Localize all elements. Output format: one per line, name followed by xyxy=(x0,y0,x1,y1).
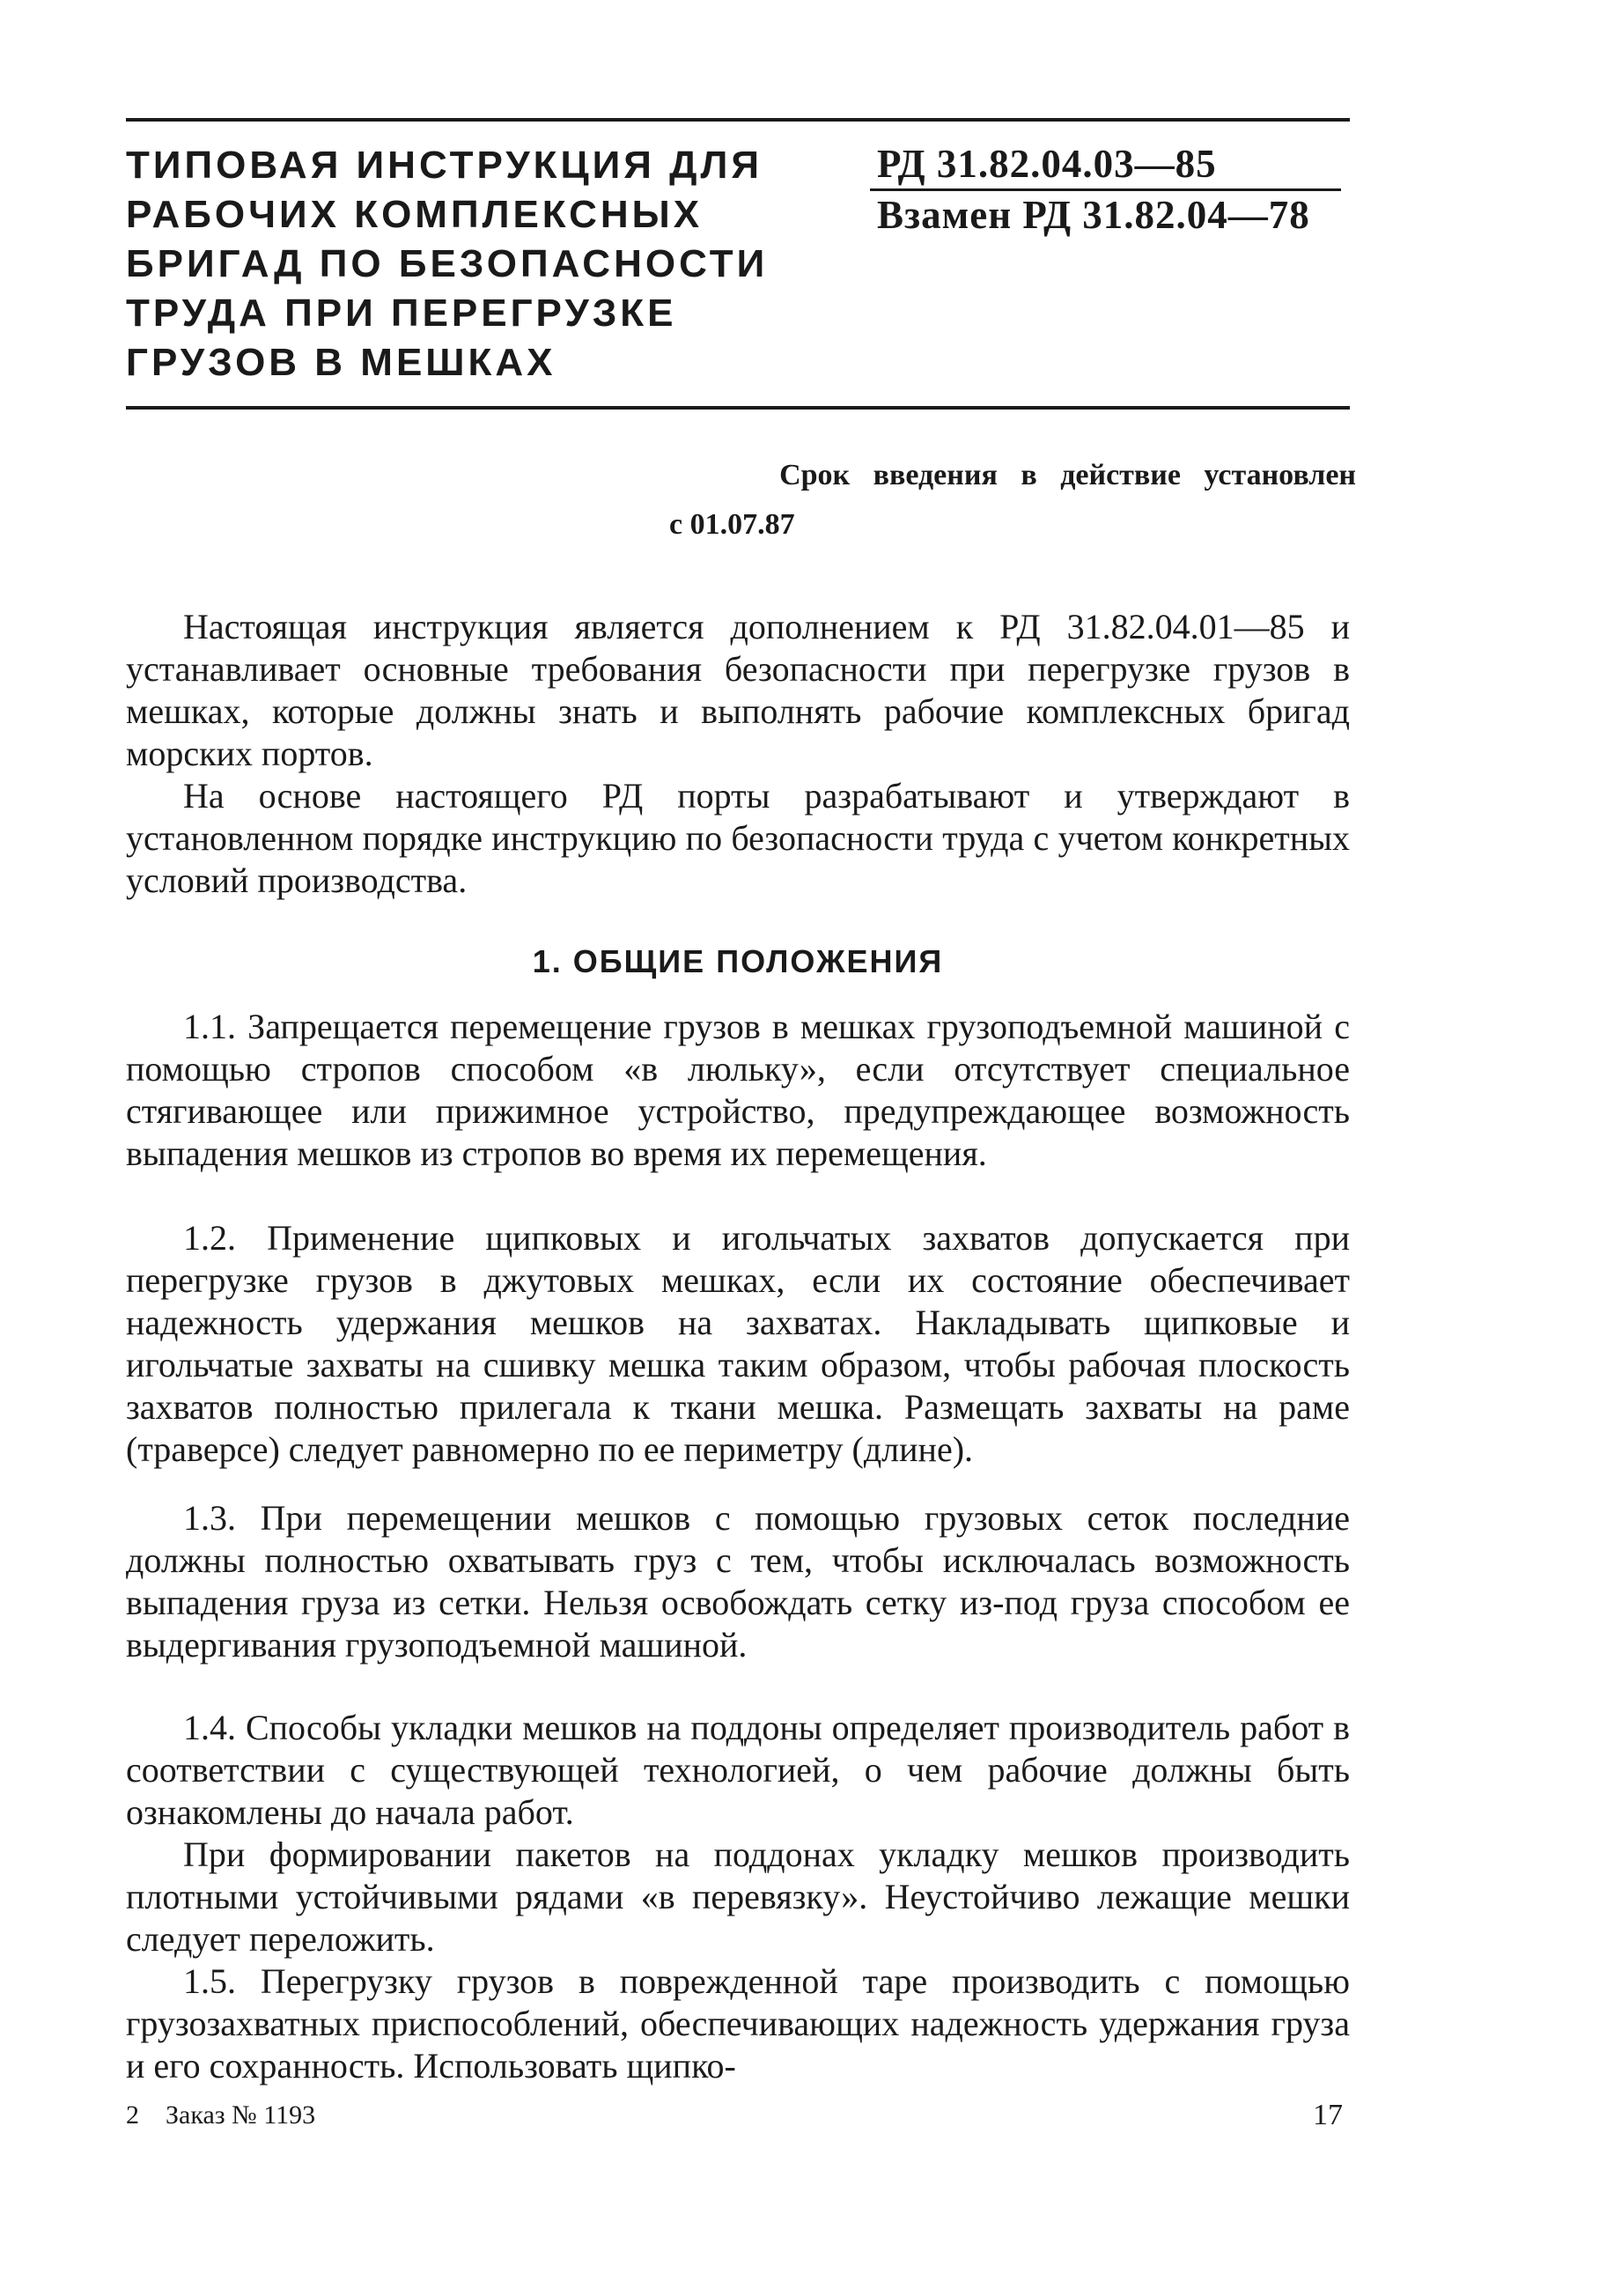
header-bottom-rule xyxy=(126,406,1350,410)
clause-paragraph: 1.5. Перегрузку грузов в поврежденной таре производить с помощью грузозахватных приспособлений, обеспечивающих надежность удержания груза и его сохранность. Использовать щипко- xyxy=(126,1961,1350,2086)
page-number: 17 xyxy=(1313,2099,1343,2131)
document-code: РД 31.82.04.03—85 xyxy=(877,142,1217,186)
title-line: ТИПОВАЯ ИНСТРУКЦИЯ ДЛЯ xyxy=(126,144,763,187)
order-number: Заказ № 1193 xyxy=(166,2100,316,2130)
clause-paragraph: 1.2. Применение щипковых и игольчатых захватов допускается при перегрузке грузов в джутовых мешках, если их состояние обеспечивает надежность удержания мешков на захватах. Накладывать щипковые и игольчатые захваты на сшивку мешка таким образом, чтобы рабочая плоскость захватов полностью прилегала к ткани мешка. Размещать захваты на раме (траверсе) следует равномерно по ее периметру (длине). xyxy=(126,1218,1350,1469)
effective-date-line1: Срок введения в действие установлен xyxy=(779,459,1356,491)
clause-paragraph: 1.4. Способы укладки мешков на поддоны определяет производитель работ в соответствии с существующей технологией, о чем рабочие должны быть ознакомлены до начала работ. xyxy=(126,1708,1350,1832)
title-line: ТРУДА ПРИ ПЕРЕГРУЗКЕ xyxy=(126,292,677,335)
print-order xyxy=(126,2094,315,2137)
replaces-code: Взамен РД 31.82.04—78 xyxy=(877,193,1310,237)
sheet-number: 2 xyxy=(126,2100,139,2130)
intro-paragraph: На основе настоящего РД порты разрабатывают и утверждают в установленном порядке инструкцию по безопасности труда с учетом конкретных условий производства. xyxy=(126,776,1350,900)
clause-paragraph: При формировании пакетов на поддонах укладку мешков производить плотными устойчивыми рядами «в перевязку». Неустойчиво лежащие мешки следует переложить. xyxy=(126,1835,1350,1959)
title-line: РАБОЧИХ КОМПЛЕКСНЫХ xyxy=(126,193,704,236)
effective-date-line2: с 01.07.87 xyxy=(669,508,795,541)
effective-date-note xyxy=(669,451,1356,550)
code-underline xyxy=(870,188,1341,191)
page-footer xyxy=(126,2094,1350,2137)
title-line: БРИГАД ПО БЕЗОПАСНОСТИ xyxy=(126,242,769,285)
intro-paragraph: Настоящая инструкция является дополнением к РД 31.82.04.01—85 и устанавливает основные требования безопасности при перегрузке грузов в мешках, которые должны знать и выполнять рабочие комплексных бригад морских портов. xyxy=(126,607,1350,773)
top-rule xyxy=(126,118,1350,122)
section-heading: 1. ОБЩИЕ ПОЛОЖЕНИЯ xyxy=(532,943,944,979)
clause-paragraph: 1.3. При перемещении мешков с помощью грузовых сеток последние должны полностью охватывать груз с тем, чтобы исключалась возможность выпадения груза из сетки. Нельзя освобождать сетку из-под груза способом ее выдергивания грузоподъемной машиной. xyxy=(126,1498,1350,1665)
title-line: ГРУЗОВ В МЕШКАХ xyxy=(126,341,556,384)
document-title xyxy=(126,141,795,388)
clause-paragraph: 1.1. Запрещается перемещение грузов в мешках грузоподъемной машиной с помощью стропов способом «в люльку», если отсутствует специальное стягивающее или прижимное устройство, предупреждающее возможность выпадения мешков из стропов во время их перемещения. xyxy=(126,1007,1350,1173)
